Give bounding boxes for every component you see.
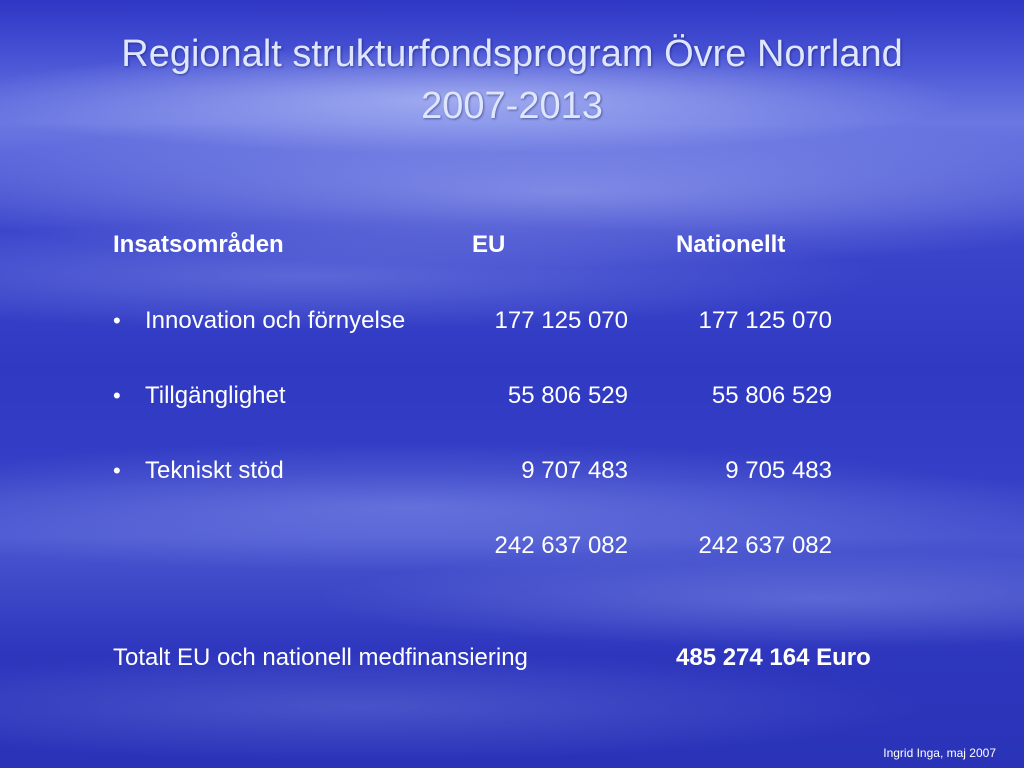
total-label: Totalt EU och nationell medfinansiering <box>113 644 528 671</box>
row-label: Innovation och förnyelse <box>145 307 406 334</box>
bullet-icon: • <box>113 308 121 333</box>
slide-title-line1: Regionalt strukturfondsprogram Övre Norrland <box>121 33 903 75</box>
sum-eu-value: 242 637 082 <box>494 532 628 559</box>
row-national-value: 9 705 483 <box>725 457 832 484</box>
bullet-icon: • <box>113 383 121 408</box>
bullet-icon: • <box>113 458 121 483</box>
row-national-value: 55 806 529 <box>711 382 832 409</box>
slide-title <box>0 28 1024 132</box>
header-insatsomraden: Insatsområden <box>113 231 284 258</box>
total-value: 485 274 164 Euro <box>676 644 871 671</box>
footer-author-date: Ingrid Inga, maj 2007 <box>883 746 996 760</box>
row-label: Tillgänglighet <box>145 382 286 409</box>
row-eu-value: 177 125 070 <box>494 307 628 334</box>
header-nationellt: Nationellt <box>676 231 786 258</box>
sum-national-value: 242 637 082 <box>698 532 832 559</box>
row-eu-value: 9 707 483 <box>521 457 628 484</box>
row-eu-value: 55 806 529 <box>507 382 628 409</box>
slide-title-line2: 2007-2013 <box>421 85 603 127</box>
header-eu: EU <box>472 231 506 258</box>
row-label: Tekniskt stöd <box>145 457 284 484</box>
row-national-value: 177 125 070 <box>698 307 832 334</box>
